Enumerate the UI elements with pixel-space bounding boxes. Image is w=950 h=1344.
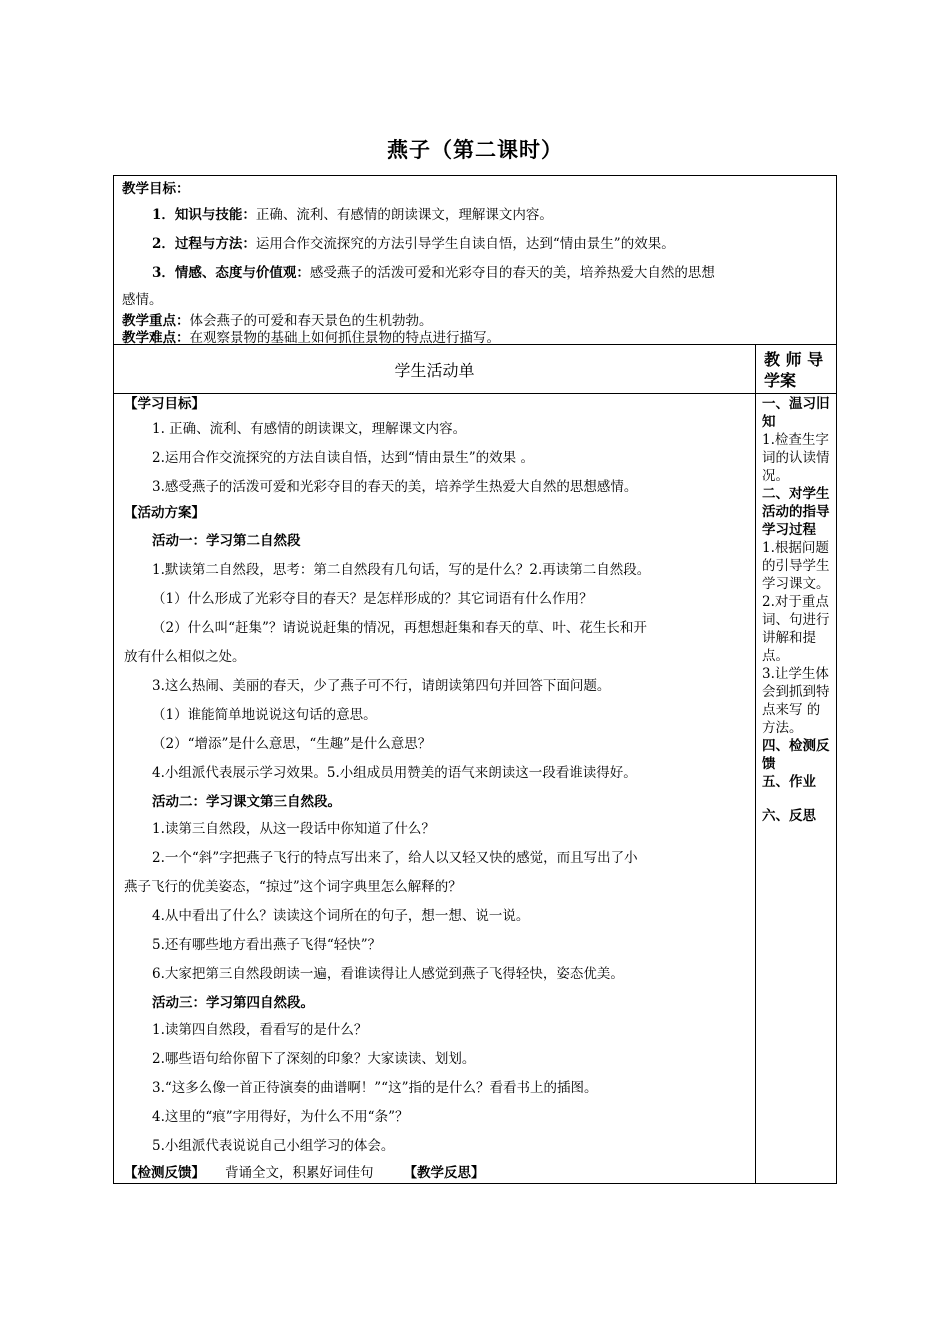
activity-2-line: 4.从中看出了什么？读读这个词所在的句子，想一想、说一说。 xyxy=(152,908,530,924)
feedback-row xyxy=(124,1165,485,1181)
feedback-label: 【检测反馈】 xyxy=(124,1165,205,1181)
activity-2-line: 6.大家把第三自然段朗读一遍，看谁读得让人感觉到燕子飞得轻快，姿态优美。 xyxy=(152,966,624,982)
guide-item: 二、对学生活动的指导学习过程 xyxy=(762,486,830,538)
objective-1-label: 1．知识与技能： xyxy=(152,207,256,223)
goal-1: 1. 正确、流利、有感情的朗读课文，理解课文内容。 xyxy=(152,421,467,437)
goals-heading: 【学习目标】 xyxy=(124,396,205,412)
objectives-heading: 教学目标： xyxy=(122,181,190,197)
guide-item: 一、温习旧知 xyxy=(762,396,830,430)
objective-2-label: 2．过程与方法： xyxy=(152,236,256,252)
teacher-guide-header xyxy=(764,349,834,391)
activity-2-line: 燕子飞行的优美姿态，“掠过”这个词字典里怎么解释的？ xyxy=(124,879,462,895)
teacher-guide-header-line2: 学案 xyxy=(764,371,797,390)
guide-item: 1.根据问题的引导学生学习课文。 xyxy=(762,540,830,592)
teacher-guide-header-line1: 教 师 导 xyxy=(764,350,824,369)
objective-3 xyxy=(152,265,715,281)
guide-item: 1.检查生字词的认读情况。 xyxy=(762,432,830,484)
feedback-text: 背诵全文，积累好词佳句 xyxy=(225,1165,374,1181)
guide-item: 五、作业 xyxy=(762,774,816,790)
activity-2-line: 5.还有哪些地方看出燕子飞得“轻快”？ xyxy=(152,937,382,953)
activity-3-line: 3.“这多么像一首正待演奏的曲谱啊！”“这”指的是什么？看看书上的插图。 xyxy=(152,1080,598,1096)
difficulty-text: 在观察景物的基础上如何抓住景物的特点进行描写。 xyxy=(189,330,500,346)
guide-item: 3.让学生体会到抓到特点来写 的 方法。 xyxy=(762,666,830,736)
activity-1-line: （1）谁能简单地说说这句话的意思。 xyxy=(152,707,377,723)
activity-2-line: 1.读第三自然段，从这一段话中你知道了什么？ xyxy=(152,821,435,837)
objective-3-text: 感受燕子的活泼可爱和光彩夺目的春天的美，培养热爱大自然的思想 xyxy=(309,265,715,281)
activity-3-title: 活动三：学习第四自然段。 xyxy=(152,995,314,1011)
objective-2-text: 运用合作交流探究的方法引导学生自读自悟，达到“情由景生”的效果。 xyxy=(255,236,675,252)
teaching-objectives-section xyxy=(113,175,837,345)
page-title: 燕子（第二课时） xyxy=(387,137,563,162)
objective-1 xyxy=(152,207,553,223)
header-divider xyxy=(114,393,755,394)
key-point xyxy=(122,313,433,329)
objective-3-continuation: 感情。 xyxy=(122,292,163,308)
guide-item: 四、检测反馈 xyxy=(762,738,830,772)
activity-2-title: 活动二：学习课文第三自然段。 xyxy=(152,794,341,810)
activity-1-line: 3.这么热闹、美丽的春天，少了燕子可不行，请朗读第四句并回答下面问题。 xyxy=(152,678,611,694)
activity-2-line: 2.一个“斜”字把燕子飞行的特点写出来了，给人以又轻又快的感觉，而且写出了小 xyxy=(152,850,638,866)
objective-1-text: 正确、流利、有感情的朗读课文，理解课文内容。 xyxy=(255,207,553,223)
activity-1-line: 放有什么相似之处。 xyxy=(124,649,246,665)
activity-1-line: （2）“增添”是什么意思，“生趣”是什么意思？ xyxy=(152,736,432,752)
activity-1-line: （1）什么形成了光彩夺目的春天？是怎样形成的？其它词语有什么作用？ xyxy=(152,591,593,607)
reflection-label: 【教学反思】 xyxy=(403,1165,485,1181)
activity-1-line: 1.默读第二自然段，思考：第二自然段有几句话，写的是什么？2.再读第二自然段。 xyxy=(152,562,651,578)
teacher-guide-column xyxy=(755,344,837,1184)
key-point-text: 体会燕子的可爱和春天景色的生机勃勃。 xyxy=(189,313,433,329)
key-point-label: 教学重点： xyxy=(122,313,190,329)
guide-item: 2.对于重点词、句进行讲解和提点。 xyxy=(762,594,830,664)
guide-item: 六、反思 xyxy=(762,808,816,824)
difficulty-label: 教学难点： xyxy=(122,330,190,346)
activity-sheet-header: 学生活动单 xyxy=(394,361,475,380)
teacher-guide-list xyxy=(762,395,834,825)
goal-3: 3.感受燕子的活泼可爱和光彩夺目的春天的美，培养学生热爱大自然的思想感情。 xyxy=(152,479,638,495)
scheme-heading: 【活动方案】 xyxy=(124,505,205,521)
objective-3-label: 3．情感、态度与价值观： xyxy=(152,265,310,281)
activity-3-line: 1.读第四自然段，看看写的是什么？ xyxy=(152,1022,368,1038)
activity-1-title: 活动一：学习第二自然段 xyxy=(152,533,301,549)
activity-1-line: 4.小组派代表展示学习效果。5.小组成员用赞美的语气来朗读这一段看谁读得好。 xyxy=(152,765,637,781)
student-activity-sheet xyxy=(113,344,756,1184)
activity-1-line: （2）什么叫“赶集”？请说说赶集的情况，再想想赶集和春天的草、叶、花生长和开 xyxy=(152,620,647,636)
activity-3-line: 5.小组派代表说说自己小组学习的体会。 xyxy=(152,1138,395,1154)
activity-3-line: 4.这里的“痕”字用得好，为什么不用“条”？ xyxy=(152,1109,409,1125)
objective-2 xyxy=(152,236,675,252)
goal-2: 2.运用合作交流探究的方法自读自悟，达到“情由景生”的效果 。 xyxy=(152,450,534,466)
guide-header-divider xyxy=(756,393,836,394)
activity-3-line: 2.哪些语句给你留下了深刻的印象？大家读读、划划。 xyxy=(152,1051,476,1067)
